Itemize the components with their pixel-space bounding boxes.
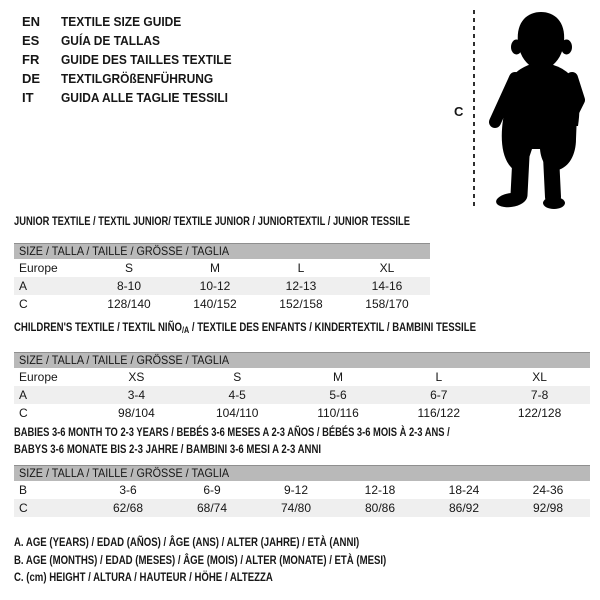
size-cell: S [124,261,133,275]
size-cell: 152/158 [279,297,323,311]
table-title [14,319,590,339]
row-label: Europe [19,370,58,384]
language-row [22,69,246,88]
size-cell: 86/92 [448,501,480,515]
size-cell: L [297,261,305,275]
size-cell: 6-7 [430,388,448,402]
table-row [14,499,590,517]
table-title-sub: /A [181,325,190,335]
size-cell: 74/80 [280,501,312,515]
size-cell: 7-8 [530,388,549,402]
size-cell: 4-5 [228,388,246,402]
language-code: ES [22,33,40,48]
size-header-text: SIZE / TALLA / TAILLE / GRÖSSE / TAGLIA [19,353,230,367]
size-cell: 62/68 [112,501,144,515]
table-row [14,295,430,313]
size-cell: 12-13 [285,279,317,293]
measure-label-c: C [454,104,464,119]
height-measure-dashed-line [473,10,475,210]
table-title-pre: CHILDREN'S TEXTILE / TEXTIL NIÑO [14,320,182,334]
children-size-table [14,352,590,422]
language-label: GUÍA DE TALLAS [61,33,161,48]
row-label: A [19,279,28,293]
size-cell: 14-16 [371,279,403,293]
table-title [14,213,430,230]
table-title-text [14,319,476,339]
babies-section [14,424,590,517]
language-row [22,31,246,50]
size-cell: 5-6 [329,388,347,402]
table-title [14,424,590,441]
row-label: C [19,406,28,420]
size-cell: XL [379,261,395,275]
table-row [14,368,590,386]
size-cell: 140/152 [193,297,237,311]
language-label: TEXTILGRÖßENFÜHRUNG [61,71,214,86]
size-cell: 3-4 [127,388,146,402]
footnote-text: A. AGE (YEARS) / EDAD (AÑOS) / ÂGE (ANS) / ALTER (JAHRE) / ETÀ (ANNI) [14,535,360,549]
size-cell: M [210,261,220,275]
size-cell: 104/110 [215,406,259,420]
language-row [22,88,246,107]
language-row [22,12,246,31]
footnote-a [14,534,479,552]
table-row [14,404,590,422]
language-label: GUIDE DES TAILLES TEXTILE [61,52,232,67]
size-header-text: SIZE / TALLA / TAILLE / GRÖSSE / TAGLIA [19,244,230,258]
size-cell: 128/140 [107,297,151,311]
table-row [14,277,430,295]
table-title-text: JUNIOR TEXTILE / TEXTIL JUNIOR/ TEXTILE JUNIOR / JUNIORTEXTIL / JUNIOR TESSILE [14,214,410,228]
footnote-text: C. (cm) HEIGHT / ALTURA / HAUTEUR / HÖHE / ALTEZZA [14,570,273,584]
size-cell: 98/104 [118,406,155,420]
size-cell: L [435,370,443,384]
language-label: TEXTILE SIZE GUIDE [61,14,182,29]
size-header-band [14,243,430,259]
table-row [14,386,590,404]
size-cell: 92/98 [532,501,564,515]
language-code: EN [22,14,41,29]
baby-silhouette-icon [488,8,594,212]
size-cell: 158/170 [365,297,409,311]
row-label: C [19,297,28,311]
size-cell: XL [532,370,547,384]
height-figure [450,6,598,214]
row-label: Europe [19,261,58,275]
footnote-text: B. AGE (MONTHS) / EDAD (MESES) / ÂGE (MOIS) / ALTER (MONATE) / ETÀ (MESI) [14,552,387,567]
size-cell: 116/122 [417,406,461,420]
row-label: C [19,501,28,515]
size-cell: 68/74 [196,501,228,515]
row-label: B [19,483,28,497]
size-header-band [14,352,590,368]
language-row [22,50,246,69]
size-cell: 10-12 [199,279,231,293]
size-cell: 122/128 [517,406,562,420]
table-title-text: BABYS 3-6 MONATE BIS 2-3 JAHRE / BAMBINI 3-6 MESI A 2-3 ANNI [14,442,322,456]
size-cell: S [233,370,242,384]
junior-size-table [14,243,430,313]
language-title-block [22,12,246,107]
size-cell: 110/116 [317,406,359,420]
table-row [14,481,590,499]
babies-size-table [14,465,590,517]
size-cell: 24-36 [532,483,564,497]
footnote-c [14,569,479,587]
language-label: GUIDA ALLE TAGLIE TESSILI [61,90,229,105]
language-code: IT [22,90,34,105]
table-title-line2 [14,441,590,458]
size-cell: 18-24 [448,483,480,497]
size-cell: 8-10 [116,279,142,293]
size-cell: 9-12 [283,483,309,497]
table-title-text: BABIES 3-6 MONTH TO 2-3 YEARS / BEBÉS 3-6 MESES A 2-3 AÑOS / BÉBÉS 3-6 MOIS À 2-3 ANS / [14,425,450,439]
language-code: FR [22,52,40,67]
size-cell: 80/86 [364,501,396,515]
footnotes [14,534,479,587]
size-header-band [14,465,590,481]
footnote-b [14,552,479,570]
table-row [14,259,430,277]
size-cell: 3-6 [119,483,137,497]
language-code: DE [22,71,41,86]
row-label: A [19,388,28,402]
size-cell: 12-18 [364,483,396,497]
size-cell: M [332,370,343,384]
junior-section [14,213,430,313]
children-section [14,319,590,422]
size-header-text: SIZE / TALLA / TAILLE / GRÖSSE / TAGLIA [19,466,230,480]
table-title-post: / TEXTILE DES ENFANTS / KINDERTEXTIL / BAMBINI TESSILE [189,320,476,334]
size-cell: 6-9 [203,483,221,497]
size-cell: XS [128,370,145,384]
